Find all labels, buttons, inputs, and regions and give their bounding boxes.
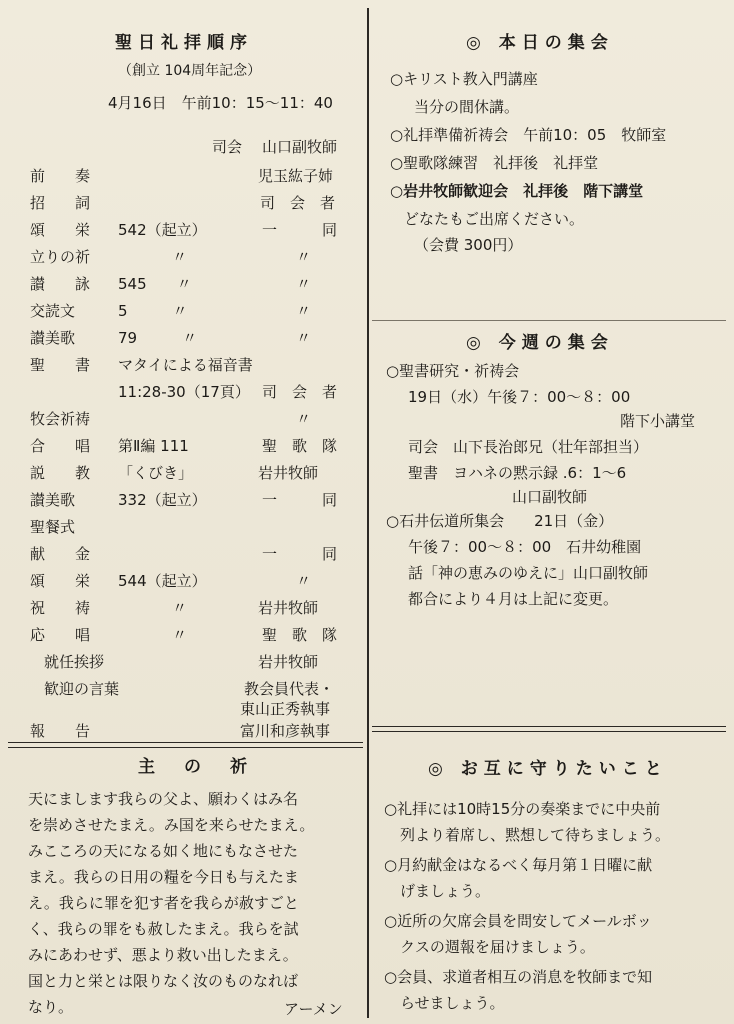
today-line: ○岩井牧師歓迎会 礼拝後 階下講堂 xyxy=(390,182,644,200)
order-person: 児玉紘子姉 xyxy=(258,167,334,185)
week-line: 19日（水）午後７：00〜８：00 xyxy=(408,388,631,406)
order-person: 富川和彦執事 xyxy=(240,722,331,740)
week-line: 山口副牧師 xyxy=(512,488,588,506)
order-label: 交読文 xyxy=(30,302,76,320)
order-label: 就任挨拶 xyxy=(44,653,105,671)
order-person: 聖 歌 隊 xyxy=(262,626,338,644)
today-line: 当分の間休講。 xyxy=(414,98,520,116)
order-detail: マタイによる福音書 xyxy=(118,356,253,374)
order-detail: 〃 xyxy=(172,599,188,617)
order-label: 招 詞 xyxy=(30,194,91,212)
prayer-line: みこころの天になる如く地にもなさせた xyxy=(28,842,299,860)
order-person: 教会員代表・ xyxy=(244,680,335,698)
lords-prayer-text xyxy=(28,786,358,1020)
order-person: 司 会 者 xyxy=(262,383,338,401)
order-label: 献 金 xyxy=(30,545,91,563)
order-label: 聖餐式 xyxy=(30,518,76,536)
today-line: ○キリスト教入門講座 xyxy=(390,70,538,88)
center-divider xyxy=(367,8,369,1018)
today-line: どなたもご出席ください。 xyxy=(404,210,585,228)
prayer-line: みにあわせず、悪より救い出したまえ。 xyxy=(28,946,298,964)
week-line: 午後７：00〜８：00 石井幼稚園 xyxy=(408,538,642,556)
mutual-line: げましょう。 xyxy=(400,882,491,900)
mutual-line: ○会員、求道者相互の消息を牧師まで知 xyxy=(384,968,653,986)
order-person: 〃 xyxy=(296,329,312,347)
order-detail: 544（起立） xyxy=(118,572,207,590)
today-line: （会費 300円） xyxy=(414,236,523,254)
order-person: 〃 xyxy=(296,410,312,428)
presider-name: 山口副牧師 xyxy=(262,138,338,156)
order-label: 祝 祷 xyxy=(30,599,91,617)
order-person: 一 同 xyxy=(262,545,338,563)
order-detail: 79 〃 xyxy=(118,329,198,347)
lords-prayer-title: 主 の 祈 xyxy=(138,757,253,777)
amen-text: アーメン xyxy=(284,1000,343,1018)
order-label: 歓迎の言葉 xyxy=(44,680,120,698)
right-section-divider xyxy=(372,726,726,732)
mutual-line: 列より着席し、黙想して待ちましょう。 xyxy=(400,826,671,844)
week-line: 話「神の恵みのゆえに」山口副牧師 xyxy=(408,564,649,582)
presider-label: 司会 xyxy=(212,138,243,156)
order-label: 聖 書 xyxy=(30,356,91,374)
mutual-title: ◎ お互に守りたいこと xyxy=(428,759,668,779)
order-person: 〃 xyxy=(296,248,312,266)
week-line: ○石井伝道所集会 21日（金） xyxy=(386,512,614,530)
order-person: 岩井牧師 xyxy=(258,599,319,617)
order-label: 前 奏 xyxy=(30,167,91,185)
order-label: 牧会祈祷 xyxy=(30,410,91,428)
order-detail: 11:28-30（17頁） xyxy=(118,383,250,401)
mutual-line: ○近所の欠席会員を問安してメールボッ xyxy=(384,912,652,930)
order-label: 説 教 xyxy=(30,464,91,482)
order-detail: 5 〃 xyxy=(118,302,188,320)
mutual-line: らせましょう。 xyxy=(400,994,505,1012)
mutual-line: クスの週報を届けましょう。 xyxy=(400,938,595,956)
anniversary-subtitle: （創立 104周年記念） xyxy=(118,63,262,79)
prayer-line: く、我らの罪をも赦したまえ。我らを試 xyxy=(28,920,299,938)
order-detail: 第Ⅱ編 111 xyxy=(118,437,189,455)
order-person: 聖 歌 隊 xyxy=(262,437,338,455)
right-faint-divider xyxy=(372,320,726,321)
week-line: 都合により４月は上記に変更。 xyxy=(408,590,619,608)
order-label: 合 唱 xyxy=(30,437,91,455)
week-line: 聖書 ヨハネの黙示録 .6：1〜6 xyxy=(408,464,627,482)
order-person: 〃 xyxy=(296,302,312,320)
mutual-line: ○月約献金はなるべく毎月第１日曜に献 xyxy=(384,856,653,874)
order-person: 〃 xyxy=(296,572,312,590)
order-detail: 545 〃 xyxy=(118,275,192,293)
mutual-line: ○礼拝には10時15分の奏楽までに中央前 xyxy=(384,800,661,818)
order-label: 報 告 xyxy=(30,722,91,740)
order-person: 東山正秀執事 xyxy=(240,700,331,718)
order-label: 頌 栄 xyxy=(30,221,91,239)
week-meetings-title: ◎ 今週の集会 xyxy=(466,333,614,353)
order-person: 〃 xyxy=(296,275,312,293)
service-time: 4月16日 午前10：15〜11：40 xyxy=(108,94,333,112)
order-person: 司 会 者 xyxy=(260,194,336,212)
order-detail: 332（起立） xyxy=(118,491,207,509)
order-detail: 〃 xyxy=(172,248,188,266)
today-line: ○礼拝準備祈祷会 午前10：05 牧師室 xyxy=(390,126,667,144)
order-label: 讃美歌 xyxy=(30,329,76,347)
worship-order-title: 聖日礼拝順序 xyxy=(115,33,253,53)
order-detail: 〃 xyxy=(172,626,188,644)
order-label: 立りの祈 xyxy=(30,248,91,266)
left-section-divider xyxy=(8,742,363,748)
prayer-line: まえ。我らの日用の糧を今日も与えたま xyxy=(28,868,299,886)
order-detail: 「くびき」 xyxy=(118,464,194,482)
today-line: ○聖歌隊練習 礼拝後 礼拝堂 xyxy=(390,154,599,172)
prayer-line: 国と力と栄とは限りなく汝のものなれば xyxy=(28,972,299,990)
week-line: 司会 山下長治郎兄（壮年部担当） xyxy=(408,438,649,456)
order-label: 頌 栄 xyxy=(30,572,91,590)
order-detail: 542（起立） xyxy=(118,221,207,239)
week-line: 階下小講堂 xyxy=(620,412,696,430)
order-label: 応 唱 xyxy=(30,626,91,644)
order-person: 岩井牧師 xyxy=(258,464,319,482)
order-person: 岩井牧師 xyxy=(258,653,319,671)
prayer-line: 天にまします我らの父よ、願わくはみ名 xyxy=(28,790,299,808)
order-label: 讃美歌 xyxy=(30,491,76,509)
order-label: 讃 詠 xyxy=(30,275,91,293)
order-person: 一 同 xyxy=(262,491,338,509)
week-line: ○聖書研究・祈祷会 xyxy=(386,362,520,380)
order-person: 一 同 xyxy=(262,221,338,239)
prayer-line: なり。 xyxy=(28,998,74,1016)
today-meetings-title: ◎ 本日の集会 xyxy=(466,33,614,53)
prayer-line: を崇めさせたまえ。み国を来らせたまえ。 xyxy=(28,816,315,834)
prayer-line: え。我らに罪を犯す者を我らが赦すごと xyxy=(28,894,299,912)
